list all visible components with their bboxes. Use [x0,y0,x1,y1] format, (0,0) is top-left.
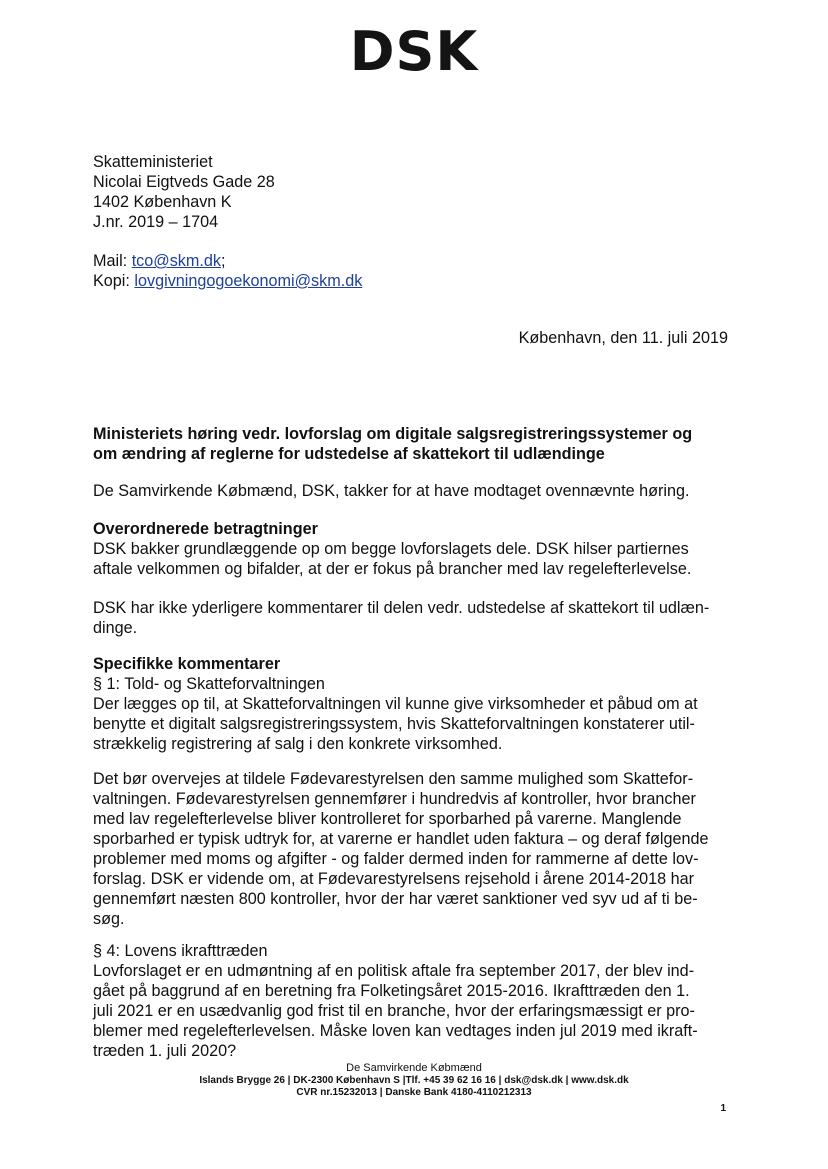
specific-section [93,654,728,754]
specific-p2-line7: gennemført næsten 800 kontroller, hvor der har været sanktioner ved syv ud af ti be- [93,890,698,908]
intro-paragraph [93,481,728,501]
recipient-street: Nicolai Eigtveds Gade 28 [93,173,275,191]
footer-cvr: CVR nr.15232013 | Danske Bank 4180-4110212313 [296,1087,532,1098]
general-section [93,519,728,579]
specific-p1-line3: strækkelig registrering af salg i den konkrete virksomhed. [93,735,503,753]
mail-label: Mail: [93,252,132,270]
mail-link[interactable]: tco@skm.dk [131,252,221,270]
general-p2-line1: DSK har ikke yderligere kommentarer til delen vedr. udstedelse af skattekort til udlæn- [93,599,710,617]
general-p1-line1: DSK bakker grundlæggende op om begge lovforslagets dele. DSK hilser partiernes [93,540,689,558]
page-number: 1 [720,1103,726,1114]
specific-p3-line1: Lovforslaget er en udmøntning af en politisk aftale fra september 2017, der blev ind- [93,962,695,980]
specific-sub2: § 4: Lovens ikrafttræden [93,942,268,960]
specific-sub1: § 1: Told- og Skatteforvaltningen [93,675,325,693]
specific-p1-line1: Der lægges op til, at Skatteforvaltningen vil kunne give virksomheder et påbud om at [93,695,698,713]
recipient-name: Skatteministeriet [93,153,213,171]
date-line: København, den 11. juli 2019 [518,329,728,347]
specific-heading: Specifikke kommentarer [93,655,281,673]
dsk-logo: DSK [349,20,479,83]
specific-p2-line8: søg. [93,910,125,928]
copy-line [93,271,728,291]
specific-paragraph-2 [93,769,728,929]
subject-line-2: om ændring af reglerne for udstedelse af skattekort til udlændinge [93,445,605,463]
specific-p1-line2: benytte et digitalt salgsregistreringssystem, hvis Skatteforvaltningen konstaterer util- [93,715,695,733]
general-p1-line2: aftale velkommen og bifalder, at der er fokus på brancher med lav regelefterlevelse. [93,560,692,578]
specific-p2-line1: Det bør overvejes at tildele Fødevarestyrelsen den samme mulighed som Skattefor- [93,770,694,788]
specific-p2-line3: med lav regelefterlevelse bliver kontrolleret for sporbarhed på varerne. Manglende [93,810,682,828]
specific-p3-line2: gået på baggrund af en beretning fra Folketingsåret 2015-2016. Ikrafttræden den 1. [93,982,690,1000]
specific-p2-line6: forslag. DSK er vidende om, at Fødevarestyrelsens rejsehold i årene 2014-2018 har [93,870,695,888]
letter-footer [0,1062,828,1100]
specific-p2-line2: valtningen. Fødevarestyrelsen gennemfører i hundredvis af kontroller, hvor brancher [93,790,696,808]
subject-heading [93,424,728,464]
general-p2-line2: dinge. [93,619,138,637]
footer-address: Islands Brygge 26 | DK-2300 København S |Tlf. +45 39 62 16 16 | dsk@dsk.dk | www.dsk.dk [199,1074,629,1086]
footer-org: De Samvirkende Købmænd [346,1062,482,1074]
mail-line [93,251,728,271]
specific-p3-line5: træden 1. juli 2020? [93,1042,237,1060]
specific-p3-line4: blemer med regelefterlevelsen. Måske loven kan vedtages inden jul 2019 med ikraft- [93,1022,698,1040]
contact-lines [93,251,728,291]
specific-p3-line3: juli 2021 er en usædvanlig god frist til en branche, hvor der erfaringsmæssigt er pro- [93,1002,695,1020]
subject-line-1: Ministeriets høring vedr. lovforslag om digitale salgsregistreringssystemer og [93,425,693,443]
general-paragraph-2 [93,598,728,638]
recipient-city: 1402 København K [93,193,232,211]
general-heading: Overordnerede betragtninger [93,520,318,538]
copy-label: Kopi: [93,272,135,290]
journal-number: J.nr. 2019 – 1704 [93,213,219,231]
mail-suffix: ; [220,252,226,270]
recipient-address [93,152,728,232]
specific-p2-line5: problemer med moms og afgifter - og falder dermed inden for rammerne af dette lov- [93,850,699,868]
copy-link[interactable]: lovgivningogoekonomi@skm.dk [134,272,363,290]
specific-paragraph-3 [93,941,728,1061]
intro-line: De Samvirkende Købmænd, DSK, takker for at have modtaget ovennævnte høring. [93,482,690,500]
specific-p2-line4: sporbarhed er typisk udtryk for, at varerne er handlet uden faktura – og deraf følgende [93,830,709,848]
